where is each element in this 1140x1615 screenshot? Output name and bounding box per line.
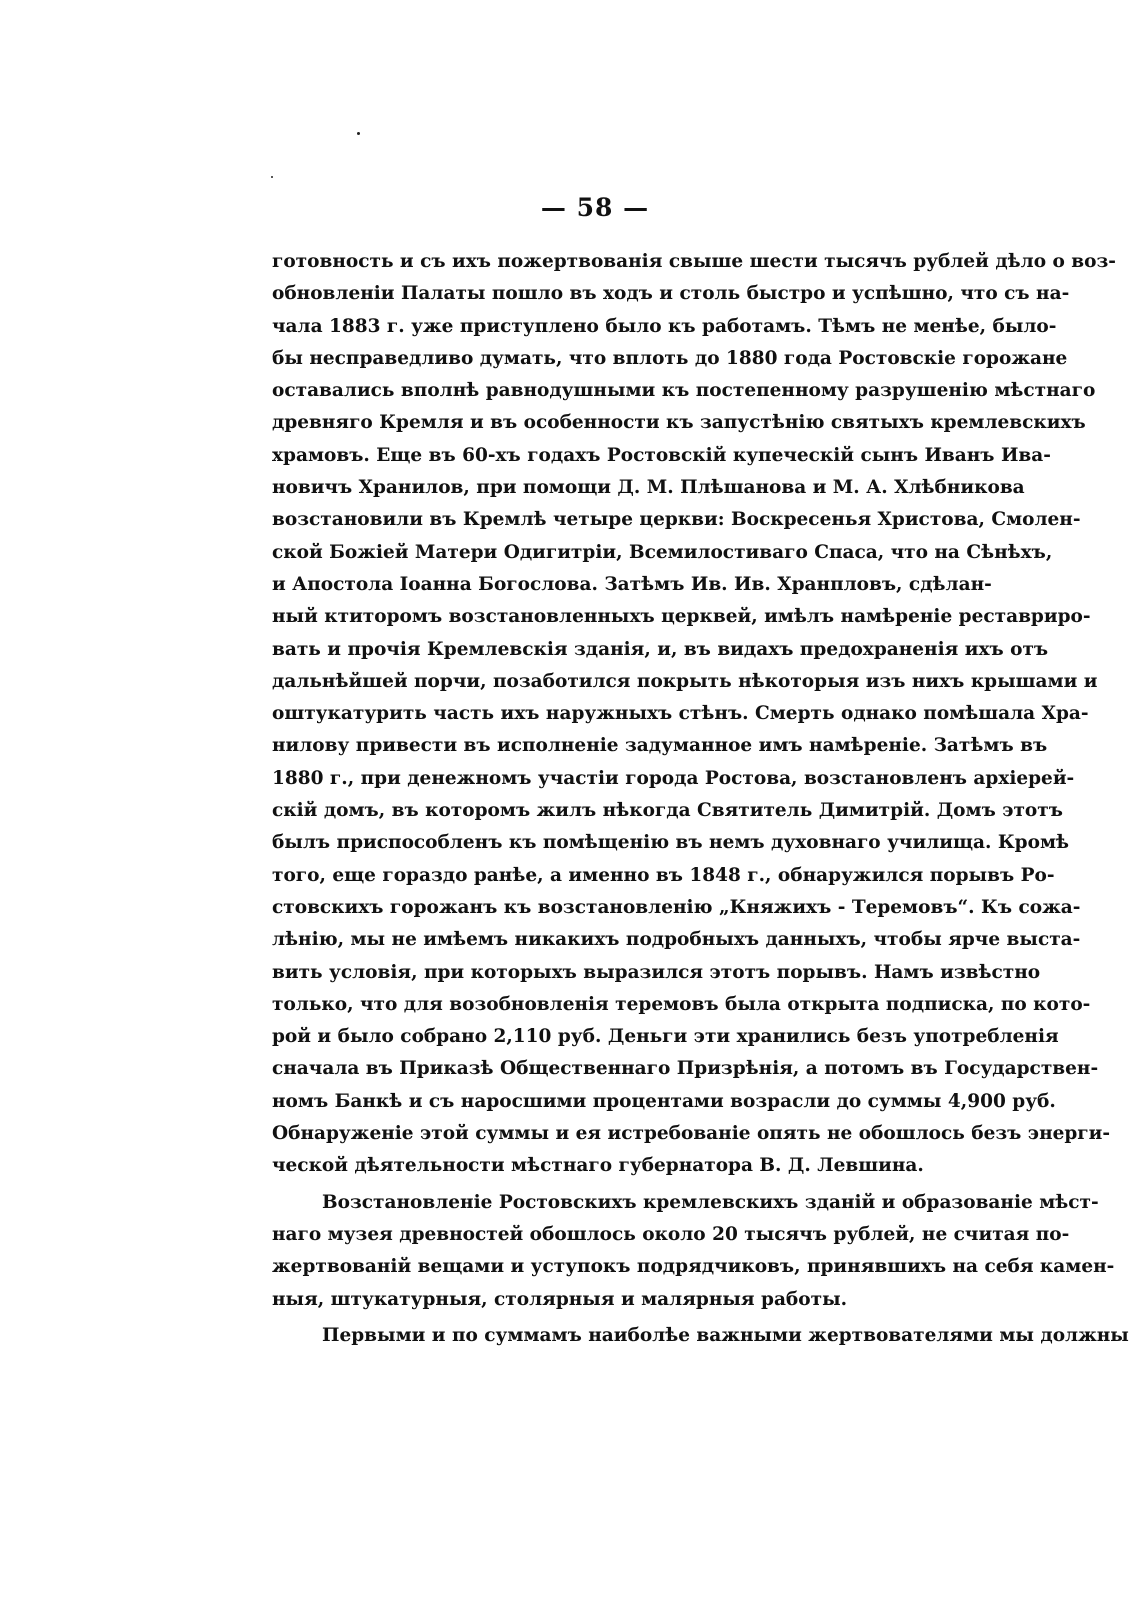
text-line: ческой дѣятельности мѣстнаго губернатора В. Д. Левшина. <box>272 1155 924 1177</box>
text-line: жертвованій вещами и уступокъ подрядчиковъ, принявшихъ на себя камен- <box>272 1256 1115 1278</box>
text-line: чала 1883 г. уже приступлено было къ работамъ. Тѣмъ не менѣе, было- <box>272 315 1057 337</box>
text-line: новичъ Хранилов, при помощи Д. М. Плѣшанова и М. А. Хлѣбникова <box>272 477 1025 499</box>
text-line: храмовъ. Еще въ 60-хъ годахъ Ростовскій купеческій сынъ Иванъ Ива- <box>272 444 1051 466</box>
text-line: рой и было собрано 2,110 руб. Деньги эти хранились безъ употребленія <box>272 1026 1059 1048</box>
document-body <box>272 246 1129 1352</box>
text-line: номъ Банкѣ и съ наросшими процентами возрасли до суммы 4,900 руб. <box>272 1090 1056 1112</box>
text-line: сначала въ Приказѣ Общественнаго Призрѣнія, а потомъ въ Государствен- <box>272 1058 1099 1080</box>
text-line: наго музея древностей обошлось около 20 тысячъ рублей, не считая по- <box>272 1223 1070 1245</box>
text-line: Обнаруженіе этой суммы и ея истребованіе опять не обошлось безъ энерги- <box>272 1123 1111 1145</box>
text-line: 1880 г., при денежномъ участіи города Ростова, возстановленъ архіерей- <box>272 767 1075 789</box>
text-line: оставались вполнѣ равнодушными къ постепенному разрушенію мѣстнаго <box>272 380 1096 402</box>
text-line: дальнѣйшей порчи, позаботился покрыть нѣкоторыя изъ нихъ крышами и <box>272 670 1098 692</box>
text-line: ской Божіей Матери Одигитріи, Всемилостиваго Спаса, что на Сѣнѣхъ, <box>272 541 1053 563</box>
scan-speck <box>357 132 360 135</box>
paragraph <box>272 1187 1115 1316</box>
paragraph <box>272 1320 1129 1352</box>
text-line: только, что для возобновленія теремовъ была открыта подписка, по кото- <box>272 993 1091 1015</box>
text-line: возстановили въ Кремлѣ четыре церкви: Воскресенья Христова, Смолен- <box>272 509 1081 531</box>
text-line: былъ приспособленъ къ помѣщенію въ немъ духовнаго училища. Кромѣ <box>272 832 1070 854</box>
text-line: стовскихъ горожанъ къ возстановленію „Княжихъ - Теремовъ“. Къ сожа- <box>272 896 1081 918</box>
text-line: нилову привести въ исполненіе задуманное имъ намѣреніе. Затѣмъ въ <box>272 735 1048 757</box>
text-line: ныя, штукатурныя, столярныя и малярныя работы. <box>272 1288 848 1310</box>
text-line: бы несправедливо думать, что вплоть до 1880 года Ростовскіе горожане <box>272 347 1068 369</box>
text-line: Возстановленіе Ростовскихъ кремлевскихъ зданій и образованіе мѣст- <box>322 1191 1099 1213</box>
text-line: того, еще гораздо ранѣе, а именно въ 1848 г., обнаружился порывъ Ро- <box>272 864 1055 886</box>
page-number: — 58 — <box>540 193 650 222</box>
text-line: готовность и съ ихъ пожертвованія свыше шести тысячъ рублей дѣло о воз- <box>272 251 1116 272</box>
scan-speck <box>271 176 273 178</box>
text-line: скій домъ, въ которомъ жилъ нѣкогда Святитель Димитрій. Домъ этотъ <box>272 800 1063 822</box>
text-line: и Апостола Іоанна Богослова. Затѣмъ Ив. Ив. Хранпловъ, сдѣлан- <box>272 573 992 595</box>
text-line: вить условія, при которыхъ выразился этотъ порывъ. Намъ извѣстно <box>272 961 1041 983</box>
text-line: древняго Кремля и въ особенности къ запустѣнію святыхъ кремлевскихъ <box>272 412 1086 434</box>
text-line: оштукатурить часть ихъ наружныхъ стѣнъ. Смерть однако помѣшала Хра- <box>272 703 1089 725</box>
text-line: вать и прочія Кремлевскія зданія, и, въ видахъ предохраненія ихъ отъ <box>272 638 1049 660</box>
paragraph <box>272 246 1116 1183</box>
text-line: ный ктиторомъ возстановленныхъ церквей, имѣлъ намѣреніе реставриро- <box>272 606 1091 628</box>
text-line: лѣнію, мы не имѣемъ никакихъ подробныхъ данныхъ, чтобы ярче выста- <box>272 929 1081 951</box>
text-line: обновленіи Палаты пошло въ ходъ и столь быстро и успѣшно, что съ на- <box>272 283 1070 305</box>
text-line: Первыми и по суммамъ наиболѣе важными жертвователями мы должны <box>322 1324 1129 1346</box>
